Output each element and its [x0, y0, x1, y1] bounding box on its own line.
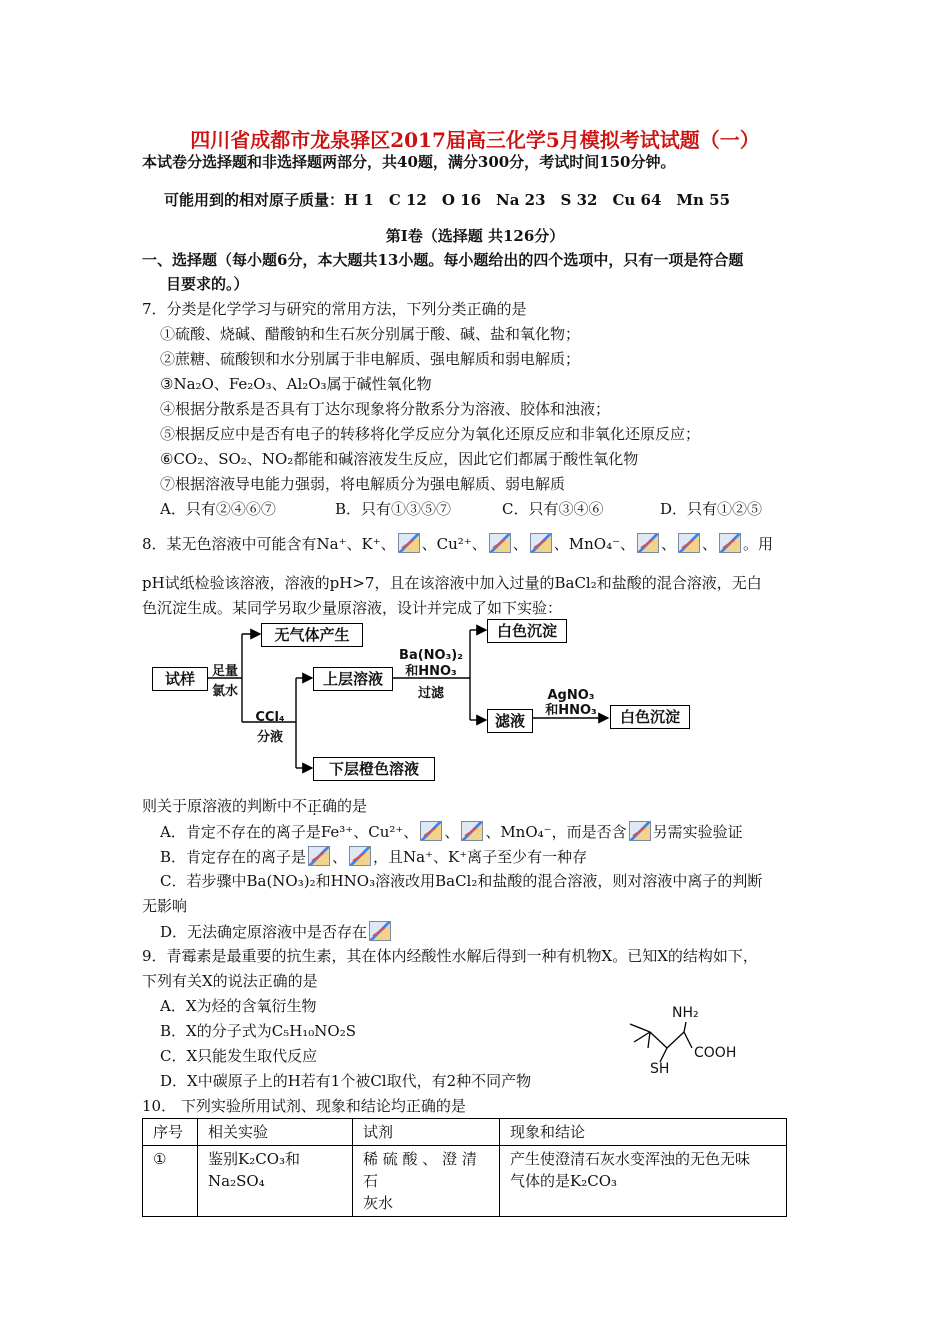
flow-reagent2-bottom: 和HNO₃: [405, 664, 457, 679]
q10-table: [142, 1118, 787, 1217]
q8-stem-text: 、Cu²⁺、: [421, 535, 487, 553]
option-text: 另需实验验证: [652, 823, 743, 841]
q8-option-c-line2: 无影响: [142, 897, 188, 915]
molecule-nh2-label: NH₂: [672, 1005, 699, 1021]
ion-image-icon: [530, 533, 552, 553]
table-cell-line: 产生使澄清石灰水变浑浊的无色无味: [510, 1150, 751, 1168]
section-instruction-line2: 目要求的。）: [166, 275, 249, 293]
q8-stem-text: 8．某无色溶液中可能含有Na⁺、K⁺、: [142, 535, 396, 553]
flow-ccl4-bottom: 分液: [256, 730, 283, 745]
table-header-cell: 序号: [143, 1119, 198, 1146]
q7-option-c: C．只有③④⑥: [502, 500, 604, 518]
ion-image-icon: [349, 846, 371, 866]
ion-image-icon: [398, 533, 420, 553]
q8-stem-text: 、: [512, 535, 528, 553]
q8-question-text: 的是: [337, 797, 368, 815]
q7-item: ④根据分散系是否具有丁达尔现象将分散系分为溶液、胶体和浊液；: [160, 400, 611, 418]
q9-option-b: B．X的分子式为C₅H₁₀NO₂S: [160, 1022, 357, 1040]
molecule-sh-label: SH: [650, 1061, 670, 1077]
table-cell-line: 稀 硫 酸 、 澄 清 石: [363, 1150, 477, 1190]
q8-stem-text: 、: [661, 535, 677, 553]
atomic-masses: 可能用到的相对原子质量：H 1 C 12 O 16 Na 23 S 32 Cu 64 Mn 55: [164, 191, 731, 209]
q9-stem-line1: 9．青霉素是最重要的抗生素，其在体内经酸性水解后得到一种有机物X。已知X的结构如下，: [142, 947, 758, 965]
flow-upper-layer-box: 上层溶液: [313, 667, 393, 691]
option-text: A．肯定不存在的离子是Fe³⁺、Cu²⁺、: [160, 823, 419, 841]
flow-reagent3-bottom: 和HNO₃: [545, 703, 597, 718]
q7-option-a: A．只有②④⑥⑦: [160, 500, 276, 518]
section-instruction-line1: 一、选择题（每小题6分，本大题共13小题。每小题给出的四个选项中，只有一项是符合题: [142, 251, 744, 269]
flow-filtrate-box: 滤液: [487, 709, 533, 733]
q8-option-b: [160, 846, 587, 867]
page-title: 四川省成都市龙泉驿区2017届高三化学5月模拟考试试题（一）: [190, 128, 760, 152]
ion-image-icon: [369, 921, 391, 941]
table-cell: ①: [143, 1146, 198, 1217]
ion-image-icon: [420, 821, 442, 841]
ion-image-icon: [489, 533, 511, 553]
table-cell-line: 灰水: [363, 1194, 394, 1212]
molecule-cooh-label: COOH: [694, 1045, 737, 1061]
ion-image-icon: [637, 533, 659, 553]
flow-reagent1-bottom: 氯水: [211, 684, 238, 699]
ion-image-icon: [719, 533, 741, 553]
q7-item: ②蔗糖、硫酸钡和水分别属于非电解质、强电解质和弱电解质；: [160, 350, 581, 368]
q8-stem: [142, 519, 773, 554]
table-header-cell: 相关实验: [198, 1119, 353, 1146]
q7-option-b: B．只有①③⑤⑦: [335, 500, 452, 518]
table-cell: 鉴别K₂CO₃和Na₂SO₄: [198, 1146, 353, 1217]
q7-item: ⑤根据反应中是否有电子的转移将化学反应分为氧化还原反应和非氧化还原反应；: [160, 425, 701, 443]
molecule-structure: [620, 1002, 760, 1082]
table-cell: [353, 1146, 500, 1217]
q7-item: ⑦根据溶液导电能力强弱，将电解质分为强电解质、弱电解质: [160, 475, 566, 493]
flow-white-ppt-1-box: 白色沉淀: [487, 619, 567, 643]
ion-image-icon: [461, 821, 483, 841]
q9-option-a: A．X为烃的含氧衍生物: [160, 997, 317, 1015]
table-cell-line: 气体的是K₂CO₃: [510, 1172, 618, 1190]
q8-stem-line2: pH试纸检验该溶液，溶液的pH>7，且在该溶液中加入过量的BaCl₂和盐酸的混合溶液，无白: [142, 574, 762, 592]
q7-stem: 7．分类是化学学习与研究的常用方法，下列分类正确的是: [142, 300, 527, 318]
flow-reagent1-top: 足量: [211, 664, 238, 679]
table-header-row: [143, 1119, 787, 1146]
section-title: 第Ⅰ卷（选择题 共126分）: [385, 227, 565, 245]
q7-item: ⑥CO₂、SO₂、NO₂都能和碱溶液发生反应，因此它们都属于酸性氧化物: [160, 450, 639, 468]
flow-reagent3-top: AgNO₃: [547, 688, 595, 703]
q8-option-a: [160, 821, 743, 842]
option-text: D．无法确定原溶液中是否存在: [160, 923, 368, 941]
ion-image-icon: [678, 533, 700, 553]
option-text: 、: [444, 823, 460, 841]
q9-option-c: C．X只能发生取代反应: [160, 1047, 318, 1065]
flow-ccl4-top: CCl₄: [255, 710, 285, 725]
q8-option-d: [160, 921, 393, 942]
flow-sample-box: 试样: [152, 667, 208, 691]
q8-question-text: 则关于原溶液的判断中: [142, 797, 293, 815]
q8-option-c-line1: C．若步骤中Ba(NO₃)₂和HNO₃溶液改用BaCl₂和盐酸的混合溶液，则对溶液中离子的判断: [160, 872, 763, 890]
q8-stem-line3: 色沉淀生成。某同学另取少量原溶液，设计并完成了如下实验：: [142, 599, 563, 617]
q7-option-d: D．只有①②⑤: [660, 500, 763, 518]
q8-stem-text: 、: [702, 535, 718, 553]
flow-no-gas-box: 无气体产生: [261, 623, 363, 647]
q9-stem-line2: 下列有关X的说法正确的是: [142, 972, 318, 990]
q8-question: [142, 796, 367, 816]
ion-image-icon: [629, 821, 651, 841]
q8-stem-text: 。用: [743, 535, 774, 553]
q8-stem-text: 、MnO₄⁻、: [553, 535, 635, 553]
q7-item: ③Na₂O、Fe₂O₃、Al₂O₃属于碱性氧化物: [160, 375, 432, 393]
q7-item: ①硫酸、烧碱、醋酸钠和生石灰分别属于酸、碱、盐和氧化物；: [160, 325, 581, 343]
table-cell: [500, 1146, 787, 1217]
q8-question-emphasis: 不正确: [292, 797, 338, 815]
table-header-cell: 试剂: [353, 1119, 500, 1146]
option-text: B．肯定存在的离子是: [160, 848, 307, 866]
q10-stem: 10． 下列实验所用试剂、现象和结论均正确的是: [142, 1097, 466, 1115]
flow-white-ppt-2-box: 白色沉淀: [610, 705, 690, 729]
table-row: [143, 1146, 787, 1217]
exam-intro: 本试卷分选择题和非选择题两部分，共40题，满分300分，考试时间150分钟。: [142, 153, 676, 171]
option-text: ，且Na⁺、K⁺离子至少有一种存: [373, 848, 588, 866]
flow-reagent2-top: Ba(NO₃)₂: [399, 648, 463, 663]
flow-lower-layer-box: 下层橙色溶液: [313, 757, 435, 781]
flow-filter-label: 过滤: [417, 686, 444, 701]
option-text: 、: [332, 848, 348, 866]
table-header-cell: 现象和结论: [500, 1119, 787, 1146]
ion-image-icon: [308, 846, 330, 866]
q9-option-d: D．X中碳原子上的H若有1个被Cl取代，有2种不同产物: [160, 1072, 532, 1090]
option-text: 、MnO₄⁻，而是否含: [485, 823, 627, 841]
